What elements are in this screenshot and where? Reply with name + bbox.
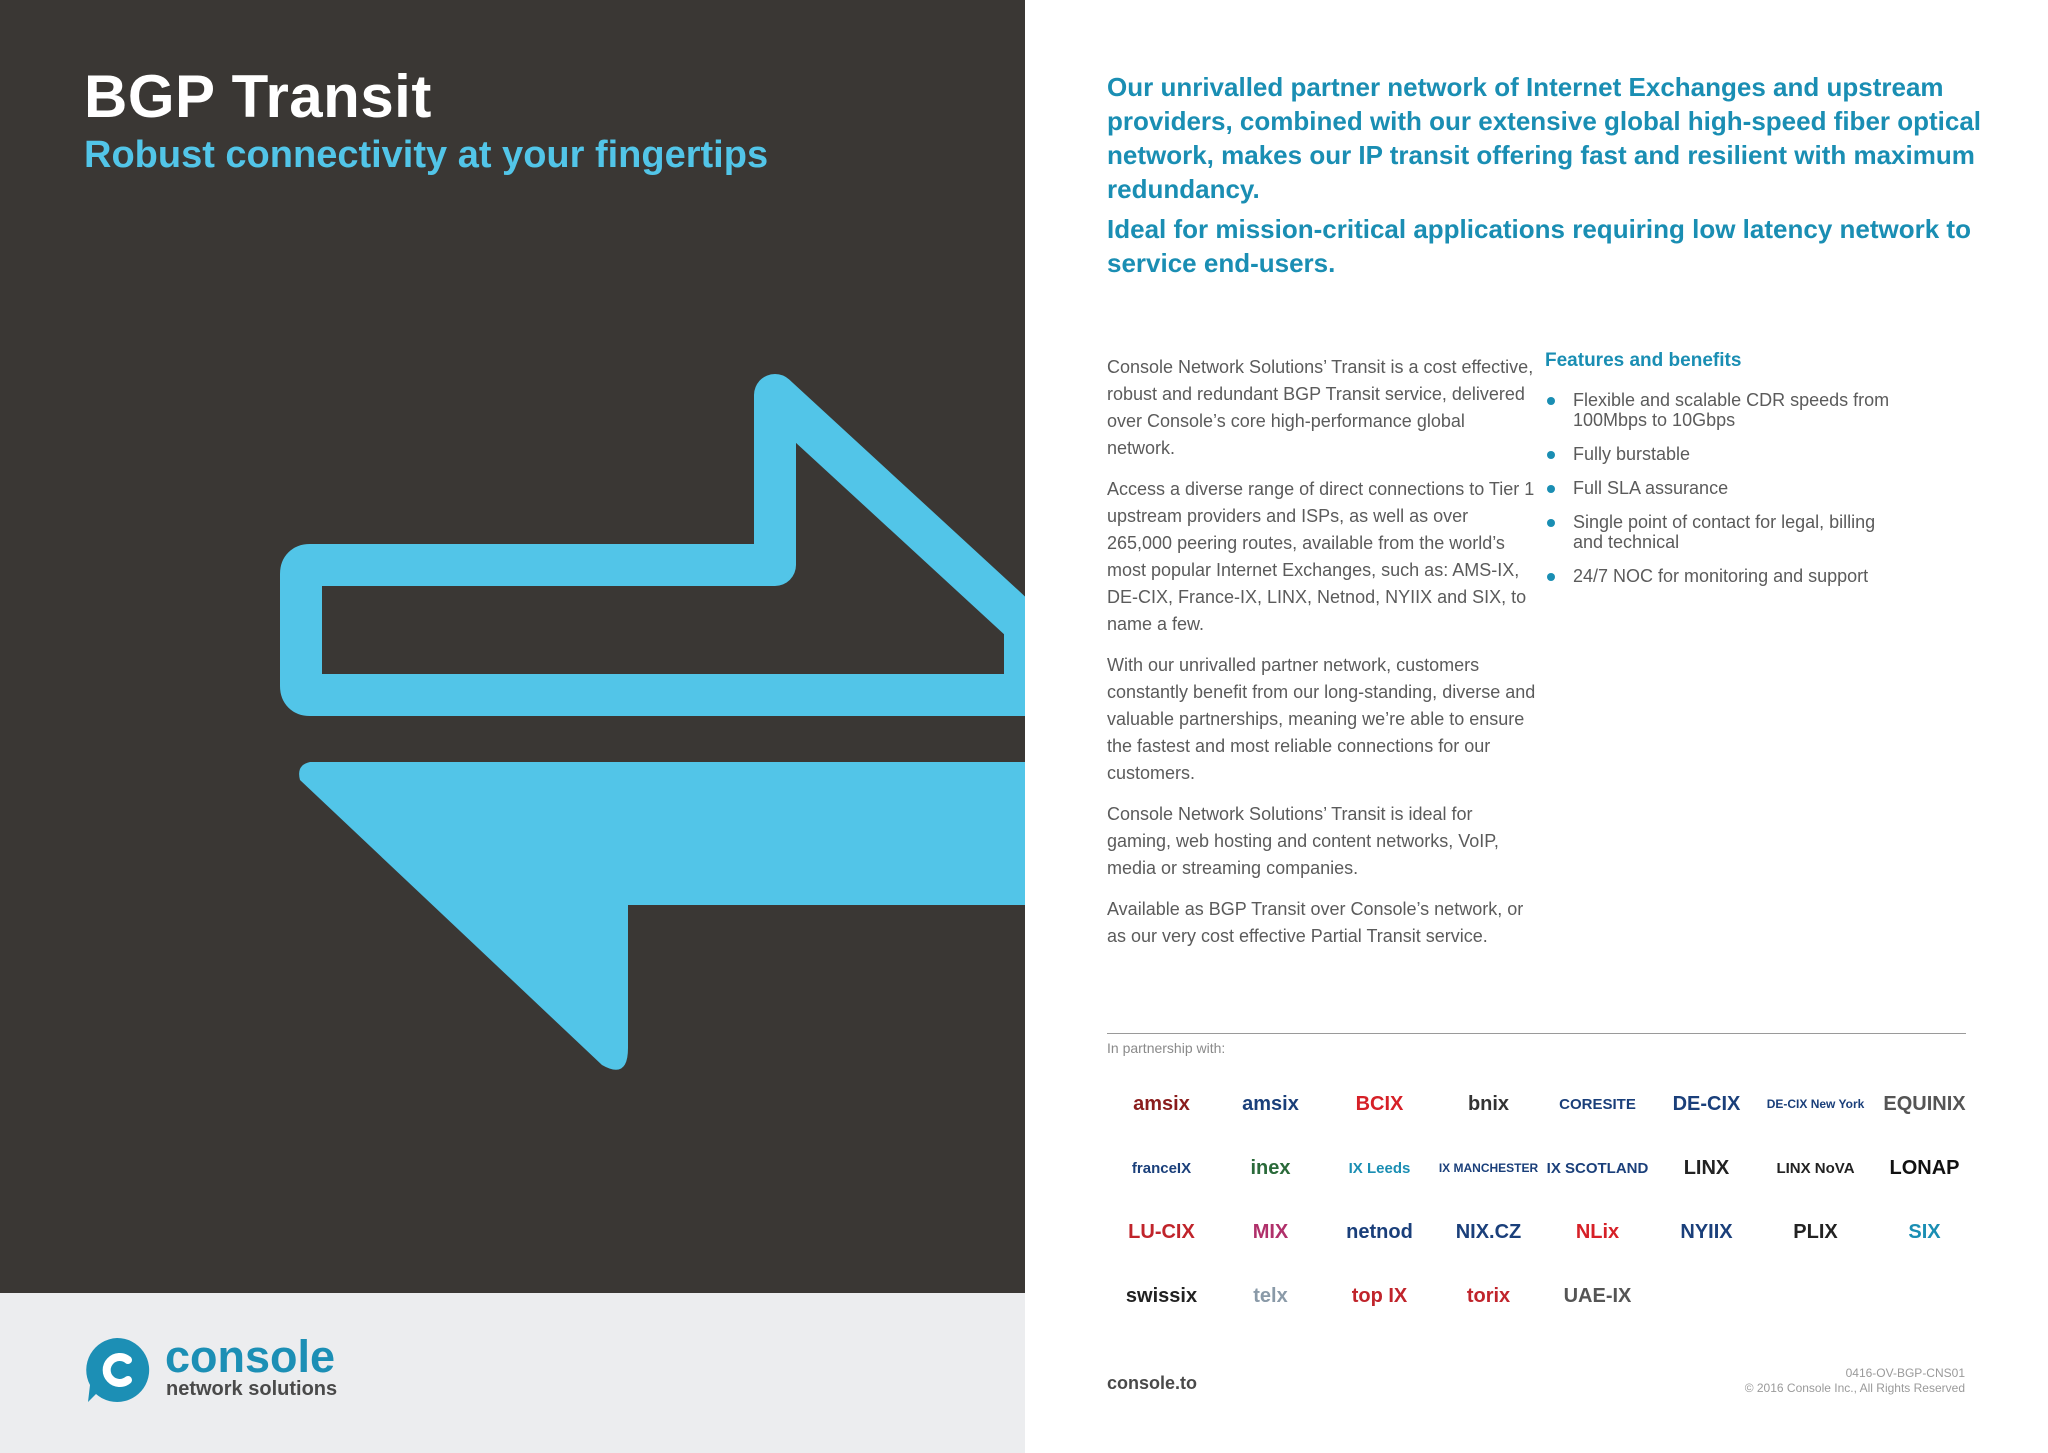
partner-logo: torix [1466,1285,1511,1307]
brand-name: console [165,1331,336,1382]
brand-tagline: network solutions [166,1378,338,1400]
console-c-icon [82,1335,152,1405]
intro-text [1107,70,1987,286]
feature-item: Single point of contact for legal, billing and technical [1545,512,1905,552]
partner-logo: swissix [1125,1285,1198,1307]
partner-logo: CORESITE [1559,1095,1636,1113]
partner-logo: inex [1250,1157,1291,1179]
features-list [1545,390,1905,600]
footer-url[interactable]: console.to [1107,1373,1198,1393]
body-paragraph: Access a diverse range of direct connections to Tier 1 upstream providers and ISPs, as well as over 265,000 peering routes, available from the world’s most popular Internet Exchanges, such as: AMS-IX, DE-CIX, France-IX, LINX, Netnod, NYIIX and SIX, to name a few. [1107,479,1535,634]
footer-reference [1660,1366,1965,1396]
partner-logo: NIX.CZ [1455,1221,1522,1243]
page-subtitle: Robust connectivity at your fingertips [84,134,769,176]
partner-logo: netnod [1346,1221,1413,1243]
body-paragraph: Console Network Solutions’ Transit is a cost effective, robust and redundant BGP Transit service, delivered over Console’s core high-performance global network. [1107,357,1534,458]
partner-logo: bnix [1467,1093,1510,1115]
partner-logo: IX SCOTLAND [1546,1159,1649,1177]
partner-logo: LINX [1683,1157,1730,1179]
copyright: © 2016 Console Inc., All Rights Reserved [1744,1381,1965,1395]
partner-logo: amsix [1133,1093,1190,1115]
partner-logo: LONAP [1889,1157,1960,1179]
intro-paragraph: Our unrivalled partner network of Internet Exchanges and upstream providers, combined with our extensive global high-speed fiber optical network, makes our IP transit offering fast and resilient with maximum redundancy. [1107,72,1982,204]
partner-logo: IX Leeds [1348,1159,1411,1177]
partner-logo: telx [1253,1285,1288,1307]
partner-logo-grid [1107,1072,1977,1328]
body-paragraph: Available as BGP Transit over Console’s network, or as our very cost effective Partial Transit service. [1107,899,1524,946]
partner-logo: amsix [1242,1093,1299,1115]
partner-divider [1107,1033,1966,1034]
partner-logo: UAE-IX [1563,1285,1632,1307]
partner-logo: NYIIX [1680,1221,1733,1243]
body-paragraph: Console Network Solutions’ Transit is ideal for gaming, web hosting and content networks, VoIP, media or streaming companies. [1107,804,1499,878]
partner-logo: LU-CIX [1128,1221,1195,1243]
feature-item: 24/7 NOC for monitoring and support [1545,566,1905,586]
partner-logo: franceIX [1131,1159,1192,1177]
feature-item: Full SLA assurance [1545,478,1905,498]
features-heading: Features and benefits [1545,350,1742,371]
partner-logo: MIX [1252,1221,1289,1243]
partner-logo: EQUINIX [1883,1093,1966,1115]
intro-paragraph: Ideal for mission-critical applications requiring low latency network to service end-users. [1107,214,1971,278]
partner-logo: top IX [1351,1285,1408,1307]
body-copy [1107,354,1537,964]
page-title: BGP Transit [84,63,432,130]
feature-item: Flexible and scalable CDR speeds from 100Mbps to 10Gbps [1545,390,1905,430]
partner-logo: LINX NoVA [1776,1159,1855,1177]
partner-label: In partnership with: [1107,1040,1226,1056]
arrow-right-icon [301,395,1025,695]
document-ref: 0416-OV-BGP-CNS01 [1845,1366,1965,1380]
partner-logo: DE-CIX [1672,1093,1741,1115]
partner-logo: BCIX [1355,1093,1404,1115]
partner-logo: IX MANCHESTER [1438,1161,1539,1175]
brand-footer [0,1293,1025,1453]
partner-logo: SIX [1908,1221,1941,1243]
partner-logo: DE-CIX New York [1766,1097,1865,1111]
body-paragraph: With our unrivalled partner network, customers constantly benefit from our long-standing, diverse and valuable partnerships, meaning we’re able to ensure the fastest and most reliable connections for our customers. [1107,655,1536,783]
feature-item: Fully burstable [1545,444,1905,464]
exchange-arrows-icon [0,0,1025,1293]
partner-logo: PLIX [1793,1221,1838,1243]
partner-logo: NLix [1575,1221,1620,1243]
arrow-left-icon [299,762,1025,1070]
